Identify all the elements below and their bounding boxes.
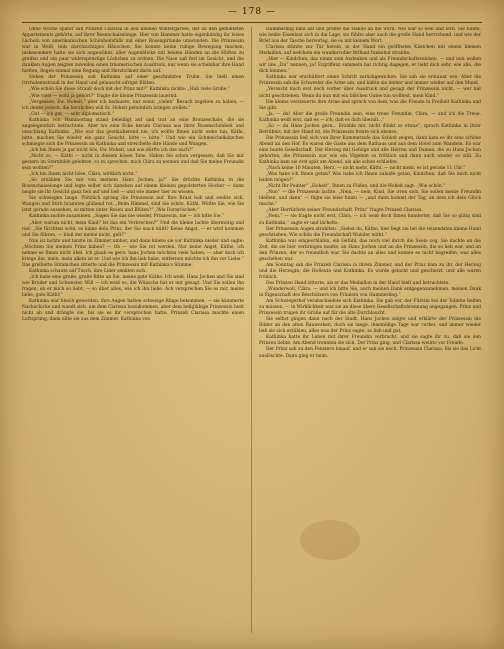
paragraph: Der Prinzessin Augen strahlten. „Siehst du, Käthe, hier liegt sie bei die reizendsten kleine Hand geschrieben: Wie schön die Freundschaft Wunder wirkt.“ bbox=[259, 226, 481, 238]
paragraph: „Was habe ich Ihnen getan? Was habe ich Ihnen zuleide getan, Kindchen, daß Sie mich nicht leiden mögen?“ bbox=[259, 172, 481, 184]
paragraph: Am Schwiegerhof verabschiedete sich Kathinka. Sie gab vor, der Fürstin bei der Toilette helfen zu müssen, — in Wirklichkeit war sie an diese übers Gesellschaftsbrennung angegangen. Prinz und Prinzessin trugen ihr Grüße auf für die alte Durchlaucht. bbox=[259, 299, 481, 317]
paragraph: Kathinka schaute auf Tusch, ihre Lider senkten sich. bbox=[29, 268, 147, 274]
paragraph: „Hier — Kindchen, das nimm zum Andenken und als Freundschaftszeichen, — und nun wollen wir uns „Du“ nennen, ja? Ergriffenz sammeln hat richtig dagegen, er liebt dich sehr, wie alle, die dich kennen.“ bbox=[259, 57, 481, 75]
paragraph: Die kleine vorsteuerte ihre Arme und sprach von dem, was die Freude in Freiheit Kathinka und Sie gibt. bbox=[259, 99, 481, 111]
paragraph: „Aber warum nicht, mein Kind? Ist das ein Verbrechen?“ Und die kleine lachte übermütig und rief: „Sie fürchten wohl, es käme dein Prinz, der Sie wach küßt? Keine Angst, — er wird kommen und Sie führen, — bloß der meine nicht, gelt?“ bbox=[22, 220, 244, 238]
paragraph: Ohne Woche später sah Prinzeß Clarissa in den kleinen Wintergarten, der zu den gemieteten Appartements gehörte, auf ihrer Rosenchaiselonge. Hier von Hammer hatte eigenhändig ihr leises Lächeln von amerikanischen Schönheitsfalls mit einer Rosengirlande umwunden. Die Prinzessin war in Weiß, teils durchsichtiges Hänschen. Sie konnte keine ruhige Bewegung machen, insbesondere hatte sie sich angewöhnt, aller Augenblicke mit beiden Händen an die Hüften zu greifen und ein paar widerspenstige Löckchen zu ordnen. Die Nase saß fest im Gesicht, und die dunklen Augen zeigten zuweilen einen träumerischen Ausdruck, nur wenn sie scheinbar ihre Hand hielten, flogen einmal eine Regung und Herzlichkeit darin auf. bbox=[22, 27, 244, 75]
header-rule bbox=[22, 22, 482, 23]
paragraph: Neben der Prinzessin saß Kathinka auf einer geschnitzten Truhe. Sie hielt einen Orchideenstrauß in der Hand und gelauscht eifrigst Blüten. bbox=[22, 75, 244, 87]
paragraph: Kathinka war bleich geworden, ihre Augen hatten schweige Ringe bekommen, — sie kämmerte Nachschicke und wandt sich, um dem Clarissa loszukommen, aber dem hellglühige Prinzessin hielt nicht ab und drängte sie, bis sie es ihr versprochen hatte. Prinzeß Clarissa machte einen Luftsprung, dann eilte sie aus dem Zimmer. Kathinka von bbox=[22, 299, 244, 323]
text-column-right bbox=[259, 27, 481, 633]
text-column-left bbox=[22, 27, 244, 633]
paragraph: Kathinka zuckte zusammen. „Sagen Sie das nie wieder, Prinzessin, nie — ich bitte Sie.“ bbox=[29, 214, 225, 220]
paragraph: „Vergessen, Ew. Hoheit,“ aber ich bedauere, nur wenn „vielen“ Besuch zugeben zu haben, — ich denke jedoch, die herzlichen will Sr. Hoheit persönlich bringen wollen.“ bbox=[22, 99, 244, 111]
paragraph: „So erzählen Sie mir von meinem Hans Jochen, ja?“ Sie drückte Kathinka in die Rosenchaiselonge und legte selbst sich daneben auf einem kleinen gepolsterten Hocker — dann neigte sie ihr Gesicht ganz lieb auf und ließ — und wie immer hier zu wissen. bbox=[22, 178, 244, 196]
paragraph: Sie schwiegen lange. Plötzlich sprang die Prinzessin auf. Ihre Brust hob und senkte sich, Wangen und Stirn brannten glühend rot. „Beim Himmel, sind Sie schön, Käthi. Wüßte Sie, wie Sie jetzt gerade aussehen, so mitten unter Rosen und Blüten?“ „Wie Dornröschen.“ bbox=[22, 196, 244, 214]
paragraph: Hammerling fand auf und preßte die Hände an die Stirn. Wie war so weh und fern. Sie fühlte, wie heiße Eisenlust sich in die Lage, sie fühlte aber auch die große Hand herrschend, und wie der Brief aus der Tasche hervorlag, sie es mit keinem Wort. bbox=[259, 27, 481, 45]
paragraph: „Nein,“ — sie fragte nicht erst, Clära, — ich weiß doch Ihnen hunderter, daß Sie so gütig sind zu Kathinka,“ sagte er und lächelte. bbox=[259, 214, 481, 226]
paragraph: „Nicht so, — Käthi — nicht in diesem bösen Tone. Haben Sie schon vergessen, daß Sie mir gestern im Sternbilde gelobten, so zu sprechen, mich Clära zu nennen und daß Sie meine Freundin sein wollten?“ bbox=[22, 153, 244, 172]
paragraph: Sie selbst gingen dann nach der Stadt. Hans Jochen zeigte und erklärte der Prinzessin die Bilder an den alten Bauwerken, doch sie lange, ihnemülige Tage war vorbei, und immer wieder ließ sie sich erzählen, alles was der Prinz sagte, so lieb und gut. bbox=[259, 317, 481, 335]
paragraph: „Nun“ — die Prinzessin lachte. „Nein, — nein, Kind, Sie irren sich, Sie sollen meine Freundin bleiben, und dann“ — fügte sie leise hinzu — „und dann kommt der Tag, an dem ich dein Glück mache.“ bbox=[259, 190, 481, 208]
paragraph: „Ich bin Ihnen ja gar nicht bös, Ew. Hoheit, und wie dürfte ich das auch?“ bbox=[29, 147, 194, 153]
paragraph: Der Prinz sah zu den Fenstern hinauf, und er sah sie noch, Prinzessin Clarissa, bis sie das Licht auslöschte. Dann ging er heim. bbox=[259, 347, 481, 359]
paragraph: Die Prinzessin ließ sich von ihrer Kammerzofe das Schloß zeigen, dann kam es ihr eine schöne Abend an den Hof. Es waren die Gäste aus dem Rathaus und aus dem Hotel zum Wandeln. Es war eine bunte Gesellschaft. Der Herzog mit Gefolge und alle Herren und Damen, die zu Hans Jochen gehörten; die Prinzessin war wie ein Vögelein so fröhlich und dann auch wieder so still. Zu Kathinka kam sie erst spät am Abend, als alle schon schliefen. bbox=[259, 135, 481, 166]
paragraph: „Ich bin Ihnen nicht böse, Clära, wirklich nicht.“ bbox=[29, 172, 138, 178]
paragraph: „Versucht mich erst noch vorher über Ausdruck und gesagt der Prinzessin nicht, — wer hat nicht geschrieben. Wenn du nun mir ein bißchen Gutes tun wolltest, mein Kind.“ bbox=[259, 87, 481, 99]
paragraph: „Aber Herrlichste seiner Freundschaft, Prinz“ fragte Prinzeß Clarissa. bbox=[266, 208, 423, 214]
paragraph: Am Sonntag sah die Prinzeß Clarissa in ihrem Zimmer, und der Prinz kam zu ihr, der Herzog und die Herzogin, die Hofleute und Kathinka. Es wurde gelacht und gescherzt, und alle waren fröhlich. bbox=[259, 262, 481, 280]
paragraph: „Nicht Ihr Pointer“ „Hoheit“, Ihnen zu Füßen, und die Hoheit sagt: „Wie schön.“ bbox=[266, 184, 446, 190]
paragraph: „Gut — ich gut, — sehr diplomatisch.“ bbox=[29, 111, 114, 117]
paragraph: Kathinka von Hammerling stand beleidigt auf und trat an eine Bronzeschale, die sie angelegentlich betrachtete. Aber wo eine Ecke herum Clarissa aus ihrer Rosenschönheit und umschlang Kathinka: „Wie war das gestikulierend nie, ich wollte Ihnen nicht wehe tun, Käthi, bitte, machen Sie wieder ein ganz Gesicht, bitte — bitte.“ Und wie ein Schmeichelkätzchen schmiegte sich die Prinzessin an Kathinka und streichelte ihre Hände und Wangen. bbox=[22, 117, 244, 147]
paragraph: Kathinka war erschüttert einen Schritt zurückgewichen. Sie sah sie erstaunt wie. Aber die Prinzessin sah die Schwester die Arme um, und küßte sie immer und immer wieder auf den Mund. bbox=[259, 75, 481, 87]
paragraph: Kathinka war eingeschlafen, ein Gefühl, das noch viel durch die Seele zog. Sie dachte an die Zeit, die sie hier verbringen mußte, an Hans Jochen und an die Prinzessin, die so lieb war, und an den Prinzen, der so freundlich war. Sie dachte an alles und konnte es nicht begreifen, was alles geschehen war. bbox=[259, 238, 481, 262]
paragraph: Kathinka hatte ihr Leben mit ihrer Freundin verbracht, und sie sagte ihr zu, daß sie den Prinzen liebte. Am Abend trennten sie sich. Der Prinz ging, und Clarissa weinte vor Freude. bbox=[259, 335, 481, 347]
column-divider bbox=[251, 27, 252, 633]
paragraph: Des Prinzen Hand zitterte, als er das Medaillon in der Hand hielt und betrachtete. bbox=[266, 280, 450, 286]
paragraph: „So — du Hans Jochen gern... Erzähle mir, nicht dünkt so etwas“, sprach Kathinka in ihrer Betrübnis, mit der Hand ist, die Prinzessin freute sich ebenso. bbox=[259, 123, 481, 135]
paragraph: „Ja, — du! Aber die große Freundin sein, eine treue Freundin, Clära, — und ich die Treue. Kathinka weiß erst, daß es — ich, daß es dich überall...“ bbox=[259, 111, 481, 123]
paragraph: „Ich habe eine große, große Bitte an Sie, meine gute Käthe. Ich weiß, Hans Jochen und Sie sind wie Bruder und Schwester. Will — ich weiß es, die Wünsche hat er mir gesagt. Und Sie sollen ihn fragen, ob er mich so liebt, — so über alles, wie ich ihn liebe. Ach versprechen Sie es mir, meine liebe, gute Käthi!“ bbox=[22, 274, 244, 299]
paragraph: Clarissa stürzte zur Tür herein, in der Hand ein geöffnetes Kästchen mit einem kleinen Medaillon, auf welchem ein wundervoller Brillant funkelnd strahlte. bbox=[259, 45, 481, 57]
paragraph: „Nach keine 10 Minuten, Herz, — nicht mehr, Käthi, — nicht mehr, es ist gerade 11 Uhr.“ bbox=[266, 166, 466, 172]
paragraph: „Wunderwoll, Clära, — und ich bitte Sie, auch meinen Dank entgegenzunehmen, meinen Dank in Eigenschaft des Beschützers von Fräulein von Hammerling.“ bbox=[259, 287, 481, 299]
paragraph: „Wie viele — wohl ja gehört?“ fragte die kleine Prinzessin lauernd. bbox=[29, 93, 178, 99]
paragraph: Nun ist lachte und tanzte im Zimmer umher, und dann kniete sie vor Kathinka nieder und sagte: „Möchten Sie meinen Prinz haben? — Ob — wie Sie rot werden. Nur keine Angst, Käthe, ich nehme es Ihnen nicht übel. Ich glaub es gern: hans Jochen möchten viele haben, — aber doch ich kriege ihn, mein, mein allein ist er. Und wie ich ihn lieb habe, entfernen möchte ich ihn vor Liebe.“ Das grellierte Stimmchen zitterte und die Prinzessin mit Kathinka's Stimme. bbox=[22, 238, 244, 268]
paragraph: „Wie schön Sie diese Strauß doch mit der Prinz mit?“ Kathinka nickte: „Hab viele Grüße.“ bbox=[29, 87, 230, 93]
page-number: — 178 — bbox=[228, 7, 276, 17]
